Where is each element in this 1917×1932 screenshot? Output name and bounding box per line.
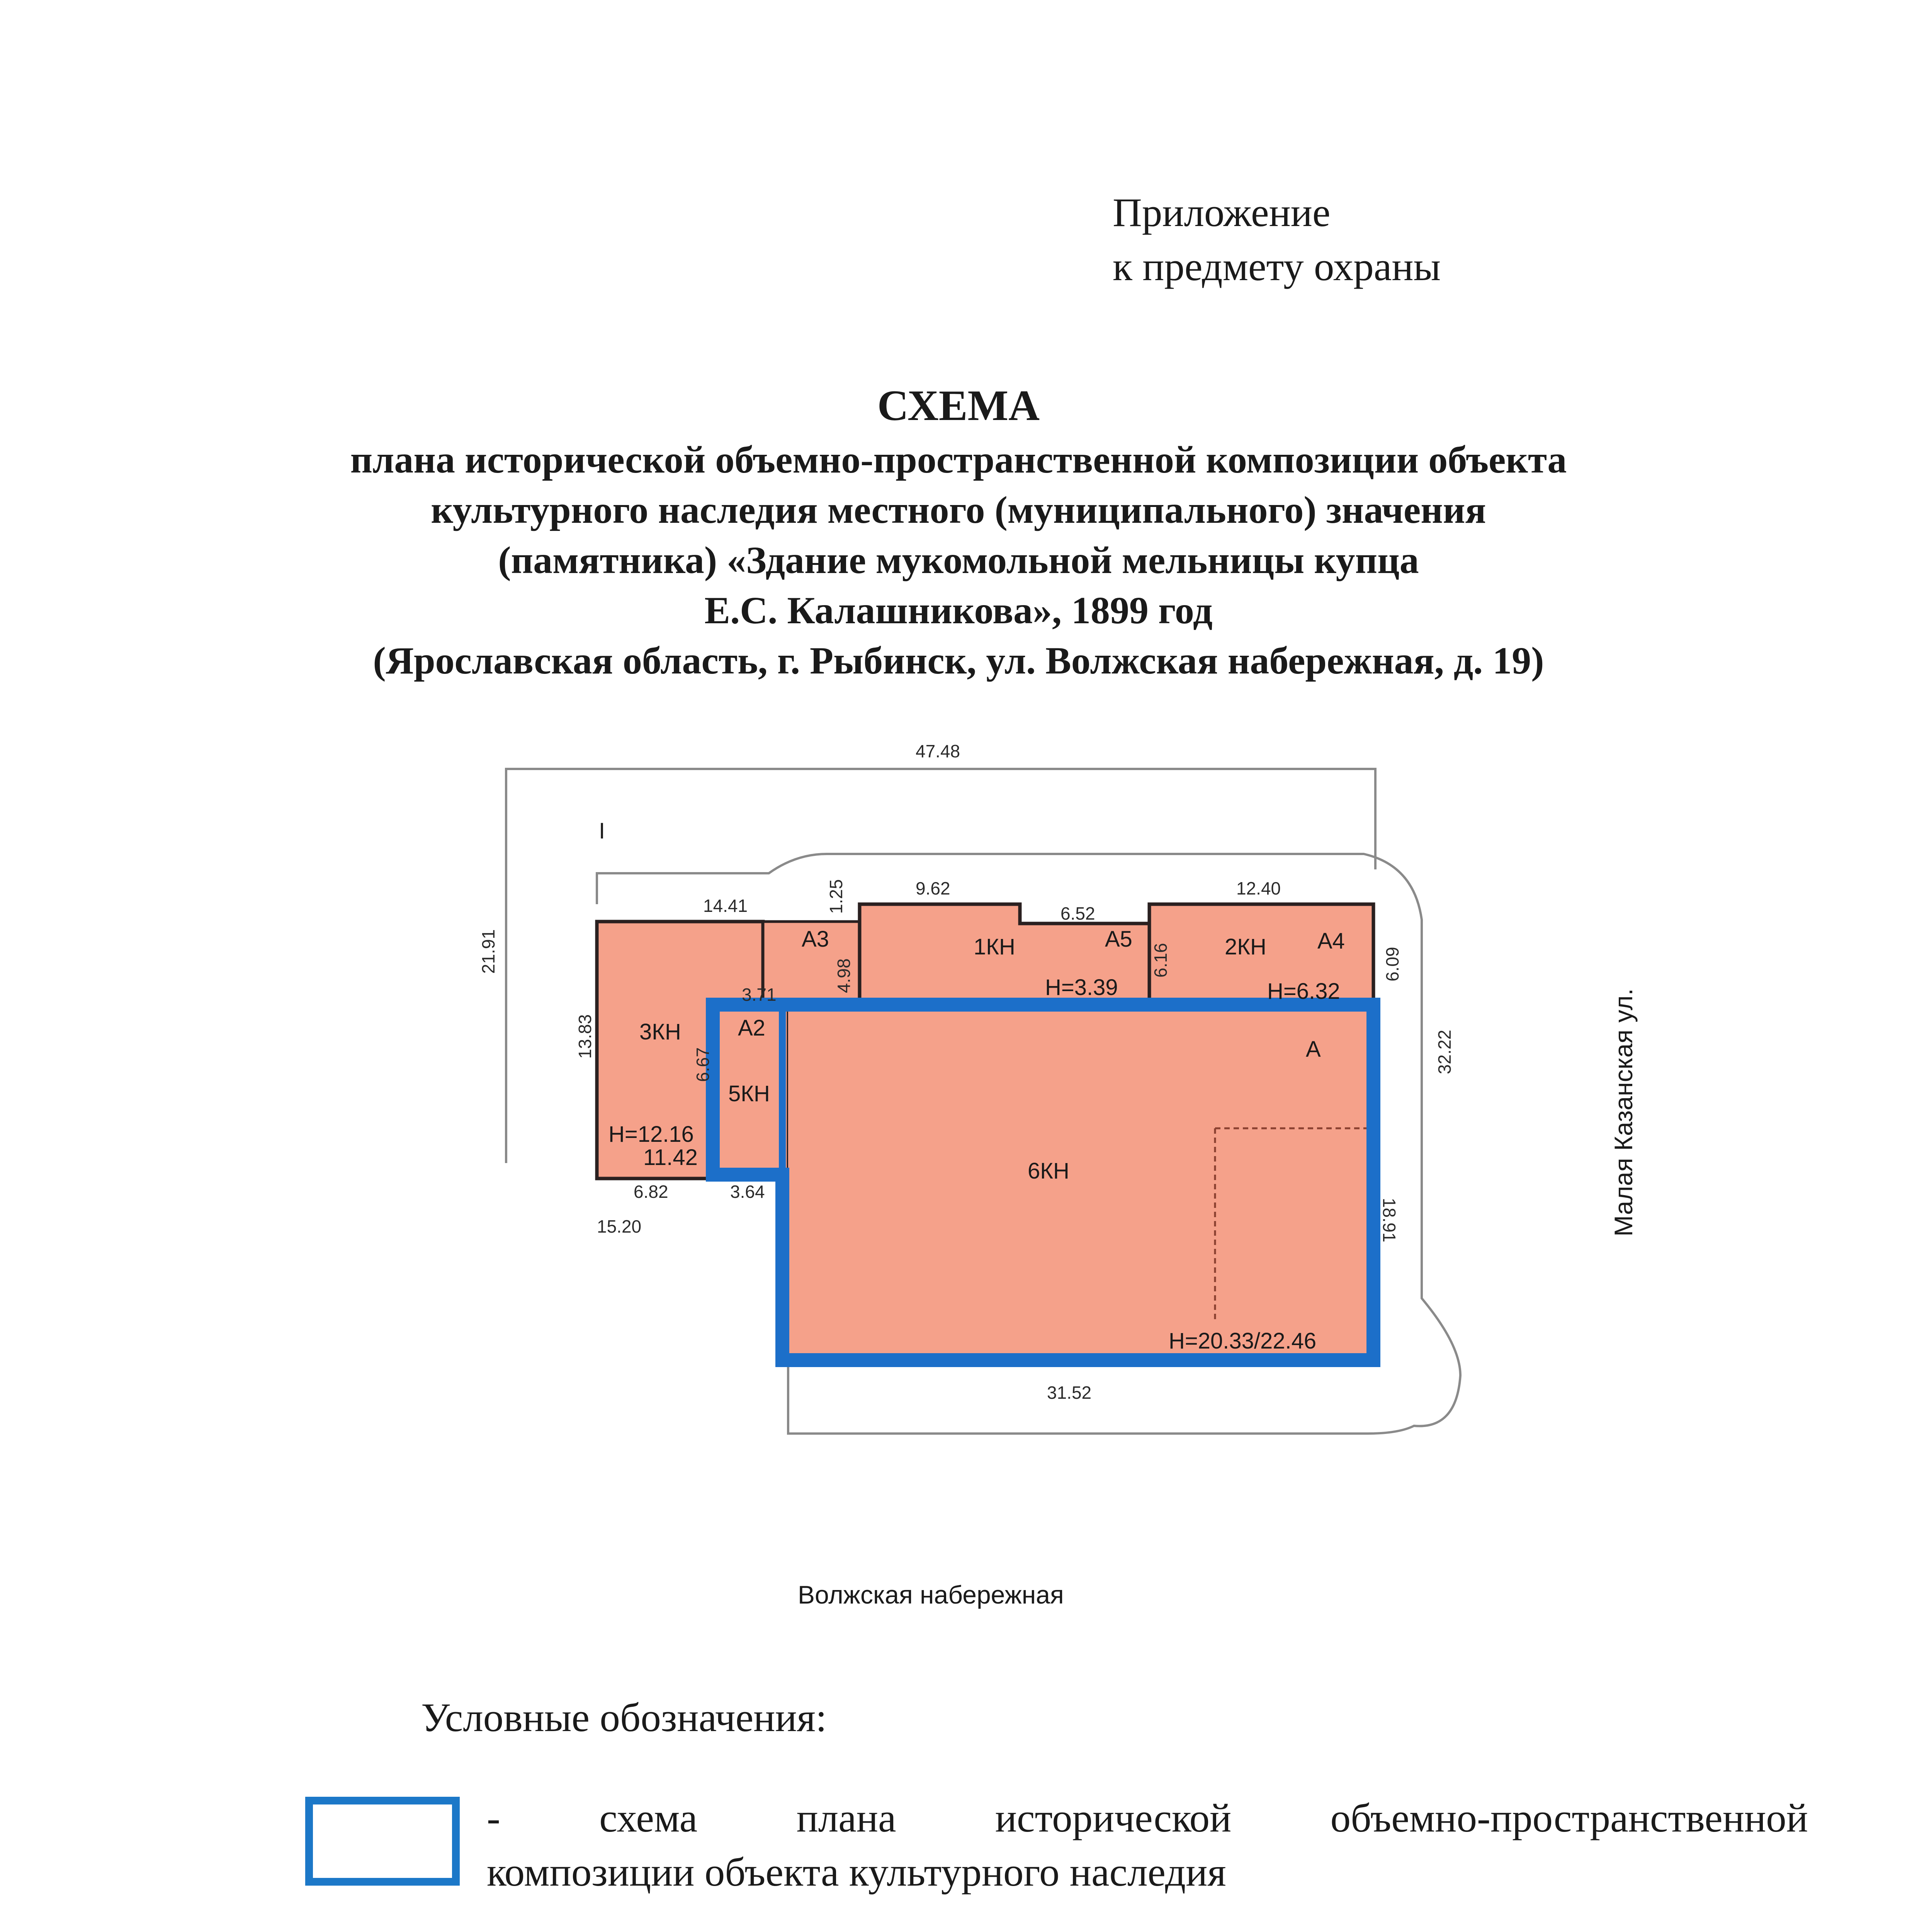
- legend-word-2: плана: [796, 1795, 896, 1840]
- dim-5kn-height: 6.67: [693, 1047, 713, 1082]
- dim-top-total: 47.48: [916, 741, 960, 761]
- legend-word-1: схема: [599, 1795, 698, 1840]
- label-a3: A3: [802, 927, 829, 952]
- label-6kn: 6КН: [1028, 1158, 1069, 1184]
- legend-word-4: объемно-пространственной: [1330, 1795, 1808, 1840]
- legend-line-1: [487, 1791, 1808, 1845]
- dim-1kn-gap: 1.25: [826, 879, 846, 914]
- legend-swatch-blue-outline: [305, 1797, 460, 1886]
- title-line-3: (памятника) «Здание мукомольной мельницы купца: [498, 539, 1419, 582]
- legend-line-2: композиции объекта культурного наследия: [487, 1849, 1226, 1895]
- dim-bottom-left-total: 15.20: [597, 1216, 642, 1236]
- dim-3kn-height: 13.83: [575, 1014, 595, 1059]
- title-line-1: плана исторической объемно-пространственной композиции объекта: [350, 438, 1567, 481]
- label-a2: A2: [738, 1015, 765, 1041]
- label-a: A: [1306, 1037, 1321, 1062]
- legend-description: [487, 1791, 1808, 1899]
- title-line-4: Е.С. Калашникова», 1899 год: [704, 589, 1213, 632]
- dim-3kn-bottom: 6.82: [634, 1182, 668, 1202]
- label-1kn: 1КН: [974, 934, 1015, 959]
- label-h-3kn-2: 11.42: [643, 1145, 698, 1170]
- legend-dash: -: [487, 1795, 500, 1840]
- appendix-line-1: Приложение: [1113, 190, 1331, 235]
- label-zone: I: [599, 818, 605, 844]
- appendix-line-2: к предмету охраны: [1113, 244, 1441, 289]
- label-5kn: 5КН: [728, 1081, 770, 1106]
- dim-5kn-bottom: 3.64: [730, 1182, 765, 1202]
- label-h-2kn: H=6.32: [1267, 979, 1340, 1004]
- dim-a5-height: 6.16: [1151, 943, 1171, 978]
- dim-3kn-top: 14.41: [703, 896, 748, 916]
- street-malaya-kazanskaya: Малая Казанская ул.: [1609, 988, 1638, 1236]
- dim-a4-height: 6.09: [1382, 947, 1402, 981]
- dim-2kn-top: 12.40: [1236, 878, 1281, 898]
- title-line-5: (Ярославская область, г. Рыбинск, ул. Волжская набережная, д. 19): [373, 639, 1544, 682]
- label-2kn: 2КН: [1225, 934, 1266, 959]
- label-h-3kn: H=12.16: [608, 1122, 694, 1147]
- label-h-1kn: H=3.39: [1045, 975, 1118, 1000]
- dim-left-total: 21.91: [478, 929, 498, 974]
- dim-right-total: 32.22: [1434, 1029, 1455, 1074]
- title-main: СХЕМА: [877, 382, 1040, 430]
- label-a4: A4: [1317, 929, 1345, 954]
- dim-6kn-right: 18.91: [1379, 1198, 1399, 1243]
- legend-heading: Условные обозначения:: [421, 1695, 827, 1740]
- dim-6kn-bottom: 31.52: [1047, 1383, 1092, 1403]
- building-6kn: [788, 1009, 1379, 1356]
- dim-a3-height: 4.98: [834, 958, 854, 993]
- label-h-6kn: H=20.33/22.46: [1169, 1328, 1317, 1354]
- title-line-2: культурного наследия местного (муниципального) значения: [431, 488, 1486, 531]
- label-a5: A5: [1105, 927, 1132, 952]
- dim-1kn-top: 9.62: [916, 878, 950, 898]
- dim-notch: 6.52: [1060, 903, 1095, 923]
- label-3kn: 3КН: [639, 1019, 681, 1044]
- legend-word-3: исторической: [995, 1795, 1232, 1840]
- dim-a2-width: 3.71: [742, 985, 777, 1005]
- street-volzhskaya: Волжская набережная: [798, 1580, 1064, 1609]
